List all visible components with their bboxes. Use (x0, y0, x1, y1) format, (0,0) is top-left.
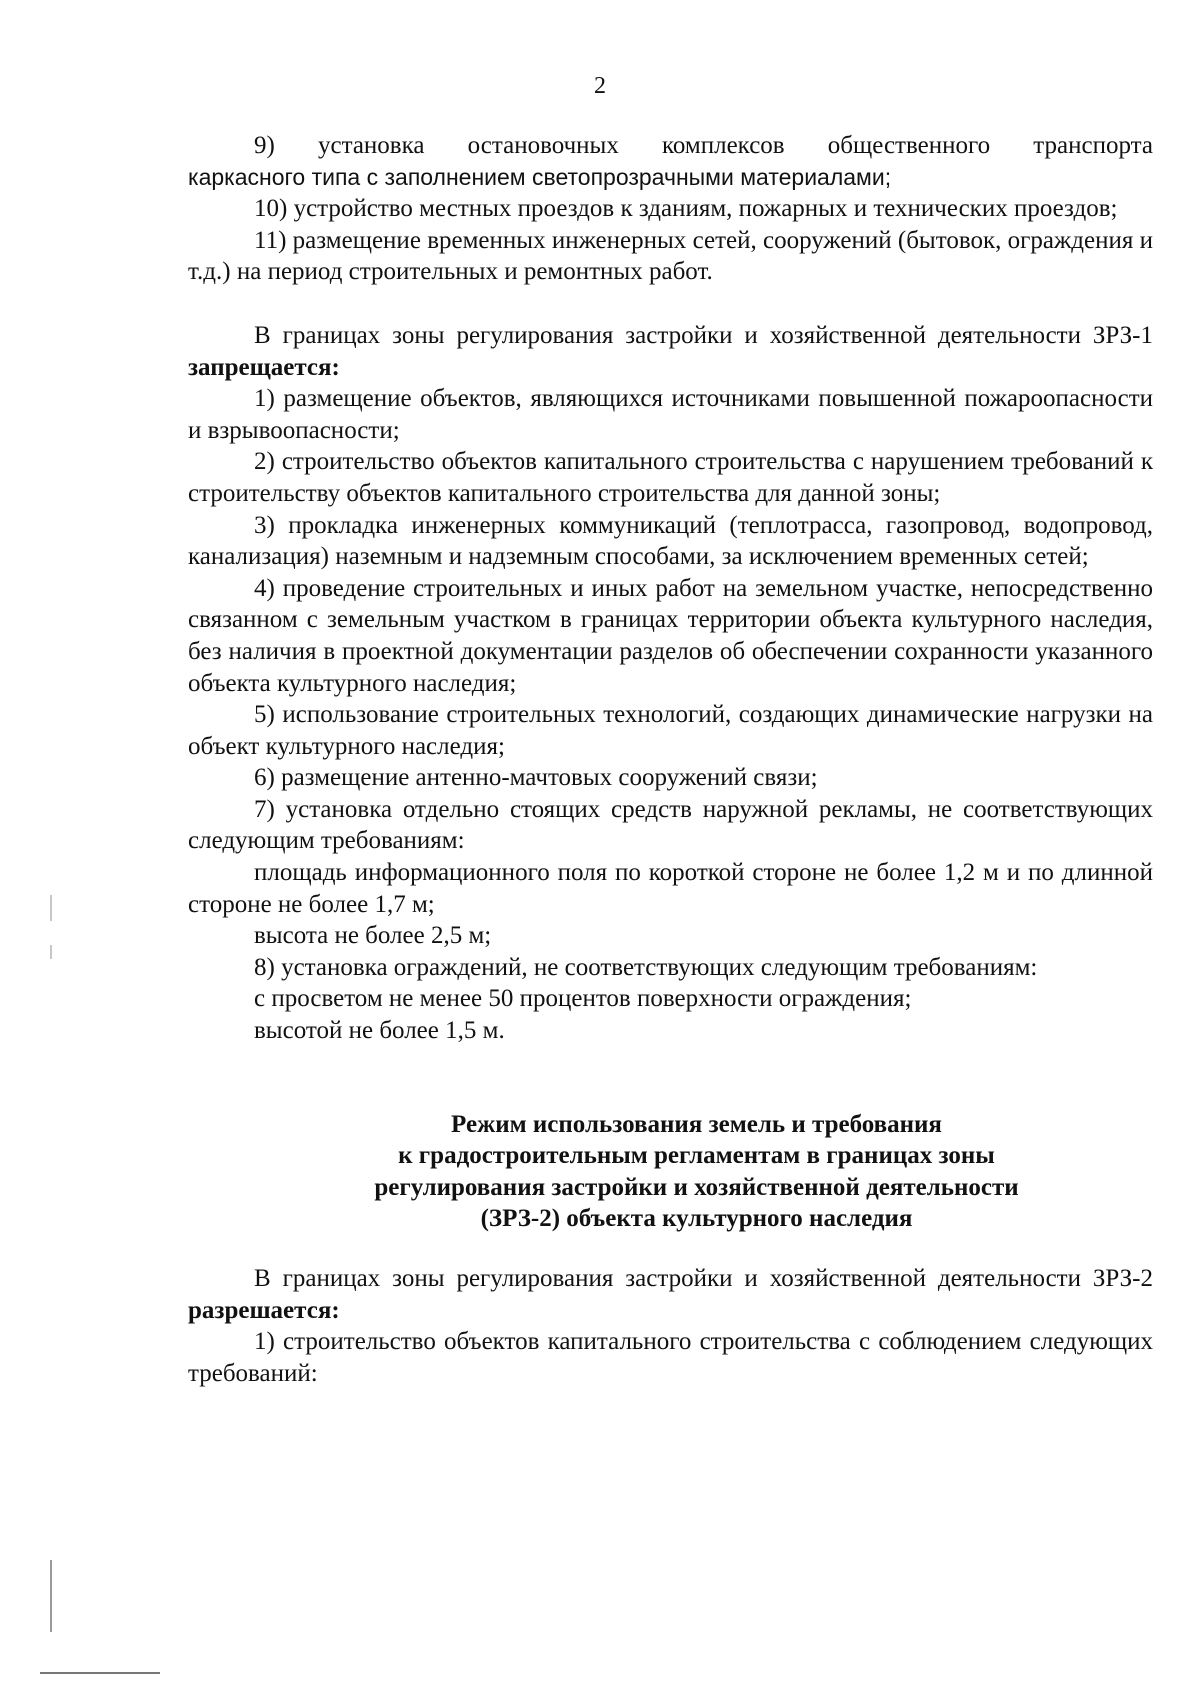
list-item: 9) установка остановочных комплексов общественного транспорта (254, 132, 1153, 159)
list-item: 3) прокладка инженерных коммуникаций (теплотрасса, газопровод, водопровод, канализация) наземным и надземным способами, за исключением временных сетей; (188, 511, 1153, 571)
list-item-continuation: каркасного типа с заполнением светопрозрачными материалами; (188, 163, 892, 190)
section-heading-line: (ЗРЗ-2) объекта культурного наследия (480, 1205, 913, 1233)
zrz1-intro-bold: запрещается: (188, 353, 340, 381)
list-item: высота не более 2,5 м; (254, 922, 492, 950)
zrz2-intro-text: В границах зоны регулирования застройки и хозяйственной деятельности ЗРЗ-2 (254, 1265, 1153, 1292)
zrz1-intro (188, 320, 1153, 383)
list-item: 1) размещение объектов, являющихся источниками повышенной пожароопасности и взрывоопасности; (188, 385, 1153, 444)
page-number: 2 (594, 73, 606, 99)
scan-artifact-mark (40, 1672, 160, 1674)
list-item: 11) размещение временных инженерных сетей, сооружений (бытовок, ограждения и т.д.) на период строительных и ремонтных работ. (188, 226, 1153, 286)
zrz2-intro-bold: разрешается: (188, 1296, 340, 1324)
list-item: с просветом не менее 50 процентов поверхности ограждения; (254, 985, 912, 1013)
list-item: 5) использование строительных технологий, создающих динамические нагрузки на объект культурного наследия; (188, 701, 1153, 760)
section-heading (188, 1109, 1153, 1235)
list-item: 2) строительство объектов капитального строительства с нарушением требований к строительству объектов капитального строительства для данной зоны; (188, 448, 1153, 507)
section-heading-line: к градостроительным регламентам в границах зоны (398, 1142, 995, 1170)
list-item: 6) размещение антенно-мачтовых сооружений связи; (254, 764, 818, 792)
zrz1-intro-text: В границах зоны регулирования застройки и хозяйственной деятельности ЗРЗ-1 (254, 321, 1153, 349)
list-item: 4) проведение строительных и иных работ на земельном участке, непосредственно связанном с земельным участком в границах территории объекта культурного наследия, без наличия в проектной документации разделов об обеспечении сохранности указанного объекта культурного наследия; (188, 574, 1153, 697)
spacer (188, 1235, 1153, 1263)
scan-artifact-mark (50, 895, 52, 921)
section-heading-line: регулирования застройки и хозяйственной деятельности (374, 1173, 1019, 1201)
list-item: 8) установка ограждений, не соответствующих следующим требованиям: (254, 953, 1038, 981)
list-item: 7) установка отдельно стоящих средств наружной рекламы, не соответствующих следующим требованиям: (188, 795, 1153, 855)
document-body (188, 130, 1153, 1389)
scan-artifact-mark (50, 945, 52, 959)
list-item: площадь информационного поля по короткой стороне не более 1,2 м и по длинной стороне не более 1,7 м; (188, 859, 1153, 918)
list-item: высотой не более 1,5 м. (254, 1017, 505, 1045)
zrz2-intro (188, 1263, 1153, 1326)
section-heading-line: Режим использования земель и требования (451, 1110, 942, 1138)
spacer (188, 1047, 1153, 1109)
list-item: 1) строительство объектов капитального строительства с соблюдением следующих требований: (188, 1328, 1153, 1387)
scan-artifact-mark (50, 1560, 52, 1632)
list-item: 10) устройство местных проездов к зданиям, пожарных и технических проездов; (254, 195, 1118, 223)
spacer (188, 288, 1153, 320)
